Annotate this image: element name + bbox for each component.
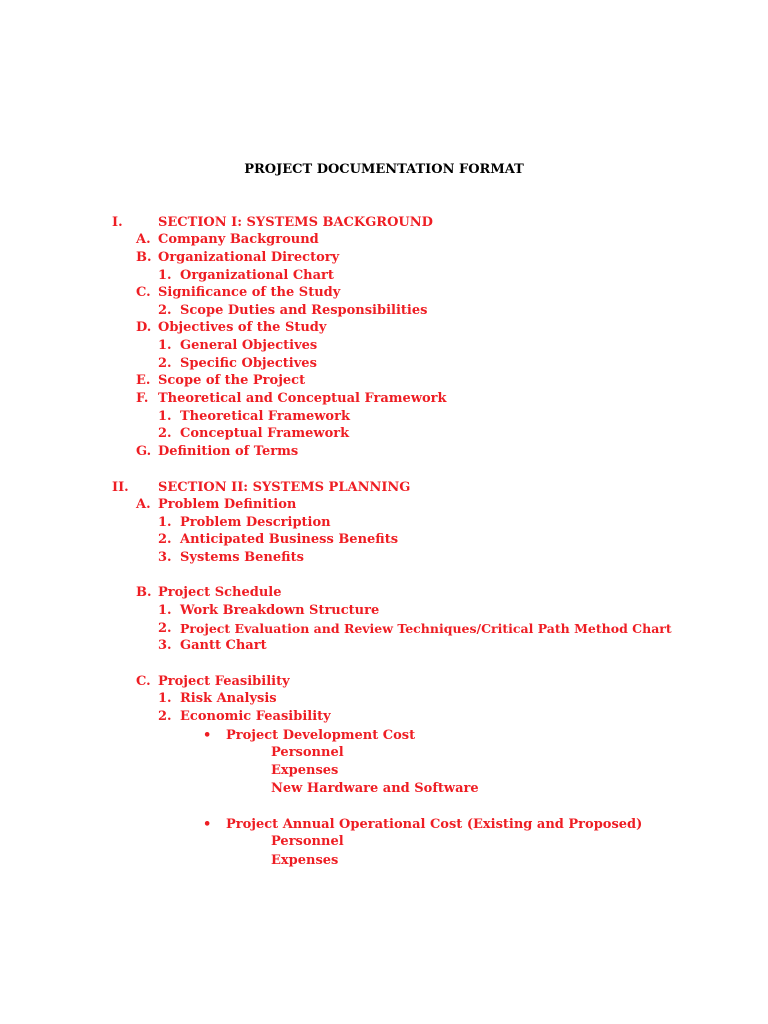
subitem-number: 2. — [158, 621, 172, 636]
item-letter: E. — [136, 373, 151, 388]
item-text: Organizational Directory — [158, 250, 340, 265]
bullet-subitem: New Hardware and Software — [271, 781, 479, 796]
subitem-number: 1. — [158, 515, 172, 530]
item-letter: B. — [136, 585, 152, 600]
item-letter: A. — [136, 232, 151, 247]
subitem-text: Project Evaluation and Review Techniques/Critical Path Method Chart — [180, 621, 672, 636]
bullet-icon: • — [203, 728, 212, 743]
subitem-number: 2. — [158, 356, 172, 371]
item-text: Problem Definition — [158, 497, 297, 512]
subitem-text: Problem Description — [180, 515, 331, 530]
subitem-text: Systems Benefits — [180, 550, 304, 565]
subitem-number: 3. — [158, 550, 172, 565]
section-heading: SECTION II: SYSTEMS PLANNING — [158, 480, 411, 495]
subitem-text: Scope Duties and Responsibilities — [180, 303, 428, 318]
section-heading: SECTION I: SYSTEMS BACKGROUND — [158, 215, 433, 230]
bullet-subitem: Expenses — [271, 853, 339, 868]
subitem-text: Specific Objectives — [180, 356, 317, 371]
section-number: II. — [112, 480, 129, 495]
item-text: Project Feasibility — [158, 674, 290, 689]
item-letter: F. — [136, 391, 149, 406]
subitem-text: Conceptual Framework — [180, 426, 350, 441]
bullet-icon: • — [203, 817, 212, 832]
subitem-number: 2. — [158, 303, 172, 318]
subitem-number: 1. — [158, 691, 172, 706]
subitem-number: 2. — [158, 532, 172, 547]
subitem-text: Gantt Chart — [180, 638, 267, 653]
item-text: Scope of the Project — [158, 373, 306, 388]
subitem-number: 1. — [158, 338, 172, 353]
document-title: PROJECT DOCUMENTATION FORMAT — [244, 162, 524, 177]
subitem-text: Organizational Chart — [180, 268, 334, 283]
item-letter: C. — [136, 674, 151, 689]
subitem-number: 2. — [158, 426, 172, 441]
subitem-text: Economic Feasibility — [180, 709, 331, 724]
bullet-subitem: Expenses — [271, 763, 339, 778]
bullet-subitem: Personnel — [271, 834, 344, 849]
bullet-text: Project Development Cost — [226, 728, 416, 743]
item-letter: A. — [136, 497, 151, 512]
subitem-number: 2. — [158, 709, 172, 724]
item-text: Objectives of the Study — [158, 320, 327, 335]
bullet-subitem: Personnel — [271, 745, 344, 760]
item-letter: D. — [136, 320, 152, 335]
item-text: Significance of the Study — [158, 285, 341, 300]
subitem-text: Anticipated Business Benefits — [180, 532, 399, 547]
subitem-number: 1. — [158, 268, 172, 283]
item-letter: G. — [136, 444, 152, 459]
item-letter: C. — [136, 285, 151, 300]
subitem-text: Theoretical Framework — [180, 409, 350, 424]
item-text: Definition of Terms — [158, 444, 299, 459]
subitem-text: Risk Analysis — [180, 691, 277, 706]
subitem-number: 1. — [158, 409, 172, 424]
bullet-text: Project Annual Operational Cost (Existing and Proposed) — [226, 817, 643, 832]
subitem-number: 1. — [158, 603, 172, 618]
subitem-text: General Objectives — [180, 338, 318, 353]
item-text: Theoretical and Conceptual Framework — [158, 391, 447, 406]
subitem-number: 3. — [158, 638, 172, 653]
item-text: Company Background — [158, 232, 319, 247]
item-letter: B. — [136, 250, 152, 265]
section-number: I. — [112, 215, 123, 230]
subitem-text: Work Breakdown Structure — [180, 603, 380, 618]
item-text: Project Schedule — [158, 585, 282, 600]
